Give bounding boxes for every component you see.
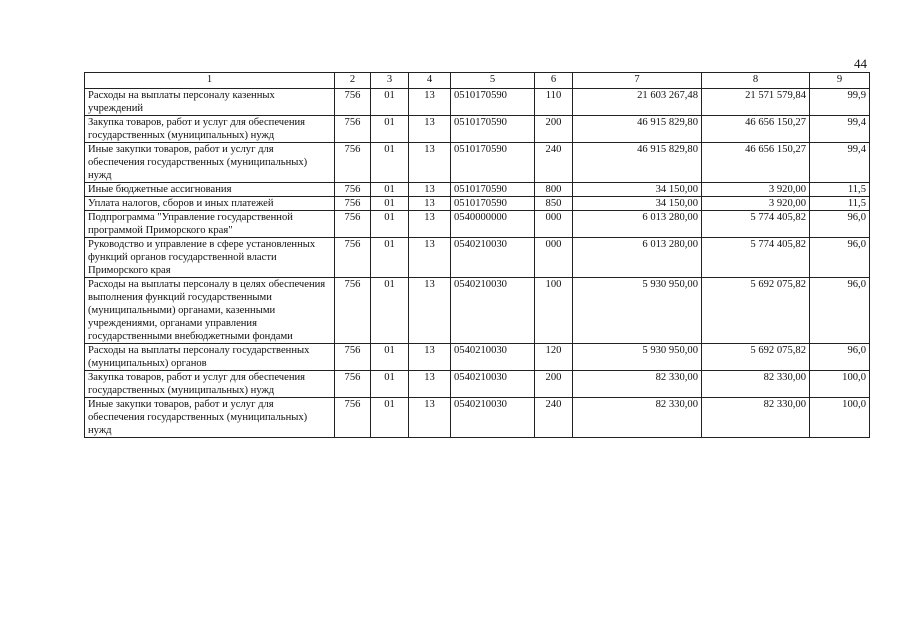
row-name: Подпрограмма "Управление государственной программой Приморского края" bbox=[85, 211, 335, 238]
section-code: 01 bbox=[371, 371, 409, 398]
subsection-code: 13 bbox=[409, 238, 451, 278]
subsection-code: 13 bbox=[409, 398, 451, 438]
expense-type-code: 200 bbox=[535, 371, 573, 398]
execution-percent: 96,0 bbox=[810, 238, 870, 278]
execution-percent: 99,4 bbox=[810, 143, 870, 183]
executed-amount: 21 571 579,84 bbox=[702, 89, 810, 116]
kvsr-code: 756 bbox=[335, 143, 371, 183]
table-row bbox=[85, 211, 870, 238]
expense-type-code: 000 bbox=[535, 238, 573, 278]
section-code: 01 bbox=[371, 89, 409, 116]
execution-percent: 96,0 bbox=[810, 344, 870, 371]
planned-amount: 46 915 829,80 bbox=[573, 116, 702, 143]
table-row bbox=[85, 371, 870, 398]
executed-amount: 82 330,00 bbox=[702, 371, 810, 398]
target-article-code: 0510170590 bbox=[451, 183, 535, 197]
subsection-code: 13 bbox=[409, 278, 451, 344]
target-article-code: 0510170590 bbox=[451, 197, 535, 211]
row-name: Расходы на выплаты персоналу казенных учреждений bbox=[85, 89, 335, 116]
kvsr-code: 756 bbox=[335, 238, 371, 278]
section-code: 01 bbox=[371, 143, 409, 183]
execution-percent: 11,5 bbox=[810, 183, 870, 197]
kvsr-code: 756 bbox=[335, 211, 371, 238]
target-article-code: 0540210030 bbox=[451, 398, 535, 438]
section-code: 01 bbox=[371, 398, 409, 438]
expense-type-code: 850 bbox=[535, 197, 573, 211]
executed-amount: 82 330,00 bbox=[702, 398, 810, 438]
expense-type-code: 110 bbox=[535, 89, 573, 116]
row-name: Закупка товаров, работ и услуг для обеспечения государственных (муниципальных) нужд bbox=[85, 371, 335, 398]
subsection-code: 13 bbox=[409, 116, 451, 143]
executed-amount: 46 656 150,27 bbox=[702, 143, 810, 183]
planned-amount: 6 013 280,00 bbox=[573, 211, 702, 238]
table-row bbox=[85, 238, 870, 278]
section-code: 01 bbox=[371, 238, 409, 278]
expense-type-code: 800 bbox=[535, 183, 573, 197]
expense-type-code: 200 bbox=[535, 116, 573, 143]
row-name: Иные закупки товаров, работ и услуг для обеспечения государственных (муниципальных) нужд bbox=[85, 143, 335, 183]
execution-percent: 100,0 bbox=[810, 371, 870, 398]
executed-amount: 5 692 075,82 bbox=[702, 344, 810, 371]
section-code: 01 bbox=[371, 116, 409, 143]
executed-amount: 5 774 405,82 bbox=[702, 211, 810, 238]
kvsr-code: 756 bbox=[335, 398, 371, 438]
section-code: 01 bbox=[371, 278, 409, 344]
execution-percent: 96,0 bbox=[810, 278, 870, 344]
planned-amount: 82 330,00 bbox=[573, 398, 702, 438]
section-code: 01 bbox=[371, 211, 409, 238]
execution-percent: 100,0 bbox=[810, 398, 870, 438]
planned-amount: 82 330,00 bbox=[573, 371, 702, 398]
execution-percent: 11,5 bbox=[810, 197, 870, 211]
table-row bbox=[85, 183, 870, 197]
row-name: Иные бюджетные ассигнования bbox=[85, 183, 335, 197]
table-row bbox=[85, 398, 870, 438]
subsection-code: 13 bbox=[409, 197, 451, 211]
header-cell: 4 bbox=[409, 73, 451, 89]
header-cell: 3 bbox=[371, 73, 409, 89]
executed-amount: 3 920,00 bbox=[702, 183, 810, 197]
subsection-code: 13 bbox=[409, 211, 451, 238]
planned-amount: 5 930 950,00 bbox=[573, 278, 702, 344]
kvsr-code: 756 bbox=[335, 371, 371, 398]
table-row bbox=[85, 344, 870, 371]
subsection-code: 13 bbox=[409, 344, 451, 371]
kvsr-code: 756 bbox=[335, 183, 371, 197]
row-name: Расходы на выплаты персоналу в целях обеспечения выполнения функций государственными (муниципальными) органами, казенными учреждениями, органами управления государственными внебюджетными фондами bbox=[85, 278, 335, 344]
subsection-code: 13 bbox=[409, 143, 451, 183]
executed-amount: 46 656 150,27 bbox=[702, 116, 810, 143]
subsection-code: 13 bbox=[409, 89, 451, 116]
header-cell: 1 bbox=[85, 73, 335, 89]
table-row bbox=[85, 278, 870, 344]
header-cell: 6 bbox=[535, 73, 573, 89]
executed-amount: 5 692 075,82 bbox=[702, 278, 810, 344]
subsection-code: 13 bbox=[409, 371, 451, 398]
expense-type-code: 000 bbox=[535, 211, 573, 238]
table-row bbox=[85, 89, 870, 116]
header-row bbox=[85, 73, 870, 89]
subsection-code: 13 bbox=[409, 183, 451, 197]
executed-amount: 3 920,00 bbox=[702, 197, 810, 211]
page-number: 44 bbox=[854, 56, 867, 71]
row-name: Расходы на выплаты персоналу государственных (муниципальных) органов bbox=[85, 344, 335, 371]
header-cell: 8 bbox=[702, 73, 810, 89]
row-name: Иные закупки товаров, работ и услуг для обеспечения государственных (муниципальных) нужд bbox=[85, 398, 335, 438]
planned-amount: 34 150,00 bbox=[573, 183, 702, 197]
kvsr-code: 756 bbox=[335, 344, 371, 371]
section-code: 01 bbox=[371, 344, 409, 371]
target-article-code: 0510170590 bbox=[451, 89, 535, 116]
expense-type-code: 120 bbox=[535, 344, 573, 371]
target-article-code: 0540210030 bbox=[451, 371, 535, 398]
expense-type-code: 240 bbox=[535, 398, 573, 438]
table-row bbox=[85, 197, 870, 211]
executed-amount: 5 774 405,82 bbox=[702, 238, 810, 278]
section-code: 01 bbox=[371, 197, 409, 211]
table-row bbox=[85, 116, 870, 143]
planned-amount: 5 930 950,00 bbox=[573, 344, 702, 371]
execution-percent: 99,4 bbox=[810, 116, 870, 143]
section-code: 01 bbox=[371, 183, 409, 197]
kvsr-code: 756 bbox=[335, 89, 371, 116]
target-article-code: 0540210030 bbox=[451, 238, 535, 278]
header-cell: 7 bbox=[573, 73, 702, 89]
target-article-code: 0510170590 bbox=[451, 143, 535, 183]
kvsr-code: 756 bbox=[335, 116, 371, 143]
target-article-code: 0540210030 bbox=[451, 344, 535, 371]
kvsr-code: 756 bbox=[335, 197, 371, 211]
table-row bbox=[85, 143, 870, 183]
row-name: Уплата налогов, сборов и иных платежей bbox=[85, 197, 335, 211]
header-cell: 9 bbox=[810, 73, 870, 89]
expense-type-code: 100 bbox=[535, 278, 573, 344]
budget-table bbox=[84, 72, 870, 438]
target-article-code: 0540000000 bbox=[451, 211, 535, 238]
execution-percent: 96,0 bbox=[810, 211, 870, 238]
row-name: Руководство и управление в сфере установленных функций органов государственной власти Приморского края bbox=[85, 238, 335, 278]
row-name: Закупка товаров, работ и услуг для обеспечения государственных (муниципальных) нужд bbox=[85, 116, 335, 143]
expense-type-code: 240 bbox=[535, 143, 573, 183]
header-cell: 5 bbox=[451, 73, 535, 89]
planned-amount: 6 013 280,00 bbox=[573, 238, 702, 278]
target-article-code: 0540210030 bbox=[451, 278, 535, 344]
kvsr-code: 756 bbox=[335, 278, 371, 344]
planned-amount: 21 603 267,48 bbox=[573, 89, 702, 116]
execution-percent: 99,9 bbox=[810, 89, 870, 116]
planned-amount: 46 915 829,80 bbox=[573, 143, 702, 183]
target-article-code: 0510170590 bbox=[451, 116, 535, 143]
planned-amount: 34 150,00 bbox=[573, 197, 702, 211]
header-cell: 2 bbox=[335, 73, 371, 89]
